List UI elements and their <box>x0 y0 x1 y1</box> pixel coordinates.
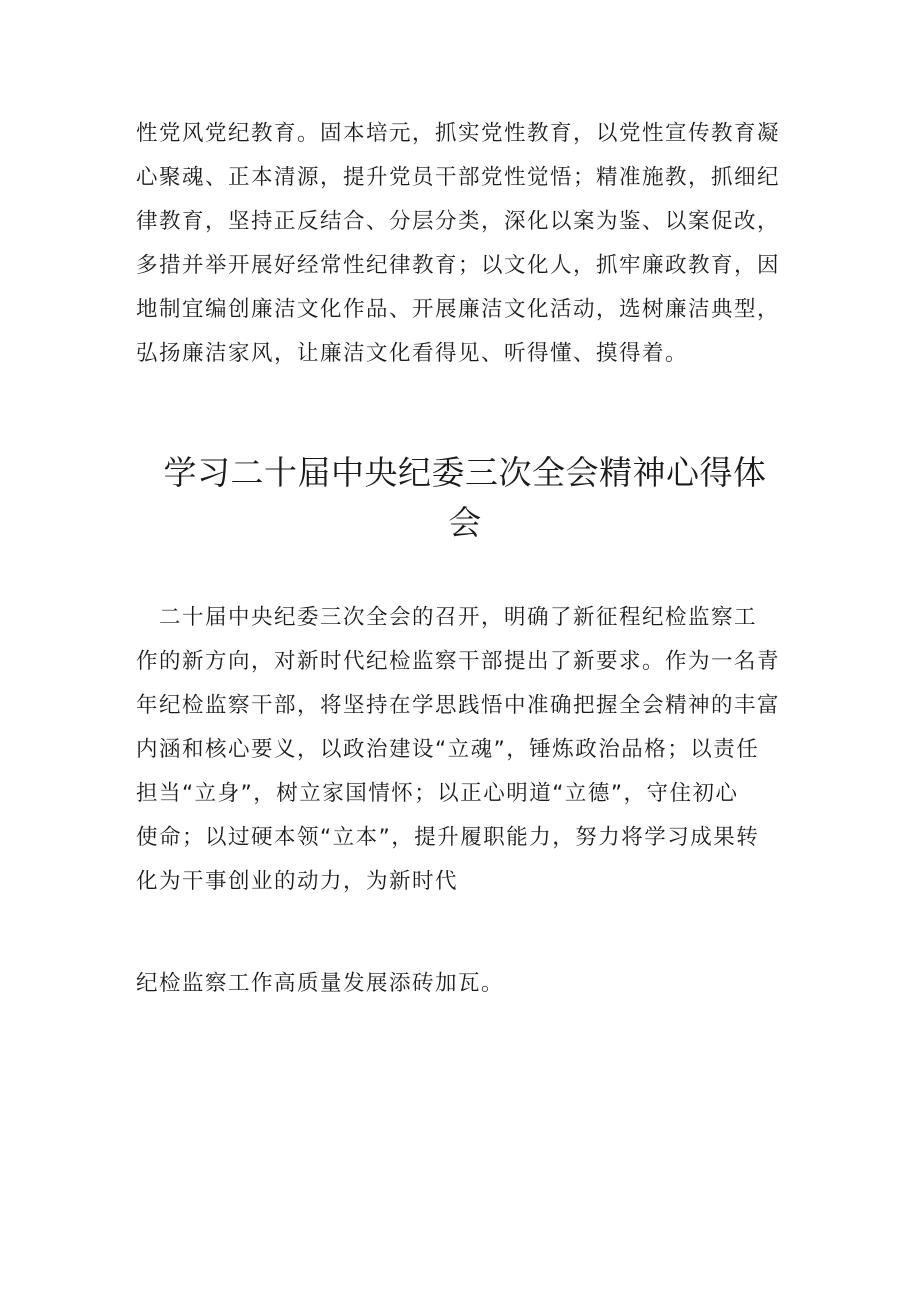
paragraph-line: 多措并举开展好经常性纪律教育；以文化人，抓牢廉政教育，因 <box>136 253 781 278</box>
paragraph-line: 内涵和核心要义，以政治建设“立魂”，锤炼政治品格；以责任 <box>136 737 760 762</box>
paragraph-line: 性党风党纪教育。固本培元，抓实党性教育，以党性宣传教育凝 <box>136 121 781 146</box>
paragraph-line: 律教育，坚持正反结合、分层分类，深化以案为鉴、以案促改， <box>136 209 781 234</box>
paragraph-plenary-reflection <box>136 596 796 904</box>
paragraph-line: 年纪检监察干部，将坚持在学思践悟中准确把握全会精神的丰富 <box>136 693 781 718</box>
section-heading-line-1: 学习二十届中央纪委三次全会精神心得体 <box>163 453 767 492</box>
section-heading <box>120 448 810 548</box>
paragraph-party-education <box>136 112 796 376</box>
paragraph-line: 作的新方向，对新时代纪检监察干部提出了新要求。作为一名青 <box>136 649 781 674</box>
paragraph-line: 地制宜编创廉洁文化作品、开展廉洁文化活动，选树廉洁典型， <box>136 297 781 322</box>
section-heading-line-2: 会 <box>448 503 482 542</box>
paragraph-line: 纪检监察工作高质量发展添砖加瓦。 <box>136 971 505 996</box>
paragraph-line: 弘扬廉洁家风，让廉洁文化看得见、听得懂、摸得着。 <box>136 341 689 366</box>
paragraph-line: 化为干事创业的动力，为新时代 <box>136 869 459 894</box>
paragraph-line: 二十届中央纪委三次全会的召开，明确了新征程纪检监察工 <box>136 605 758 630</box>
paragraph-line: 心聚魂、正本清源，提升党员干部党性觉悟；精准施教，抓细纪 <box>136 165 781 190</box>
paragraph-line: 使命；以过硬本领“立本”，提升履职能力，努力将学习成果转 <box>136 825 760 850</box>
paragraph-closing <box>136 962 796 1006</box>
paragraph-line: 担当“立身”，树立家国情怀；以正心明道“立德”，守住初心 <box>136 781 739 806</box>
